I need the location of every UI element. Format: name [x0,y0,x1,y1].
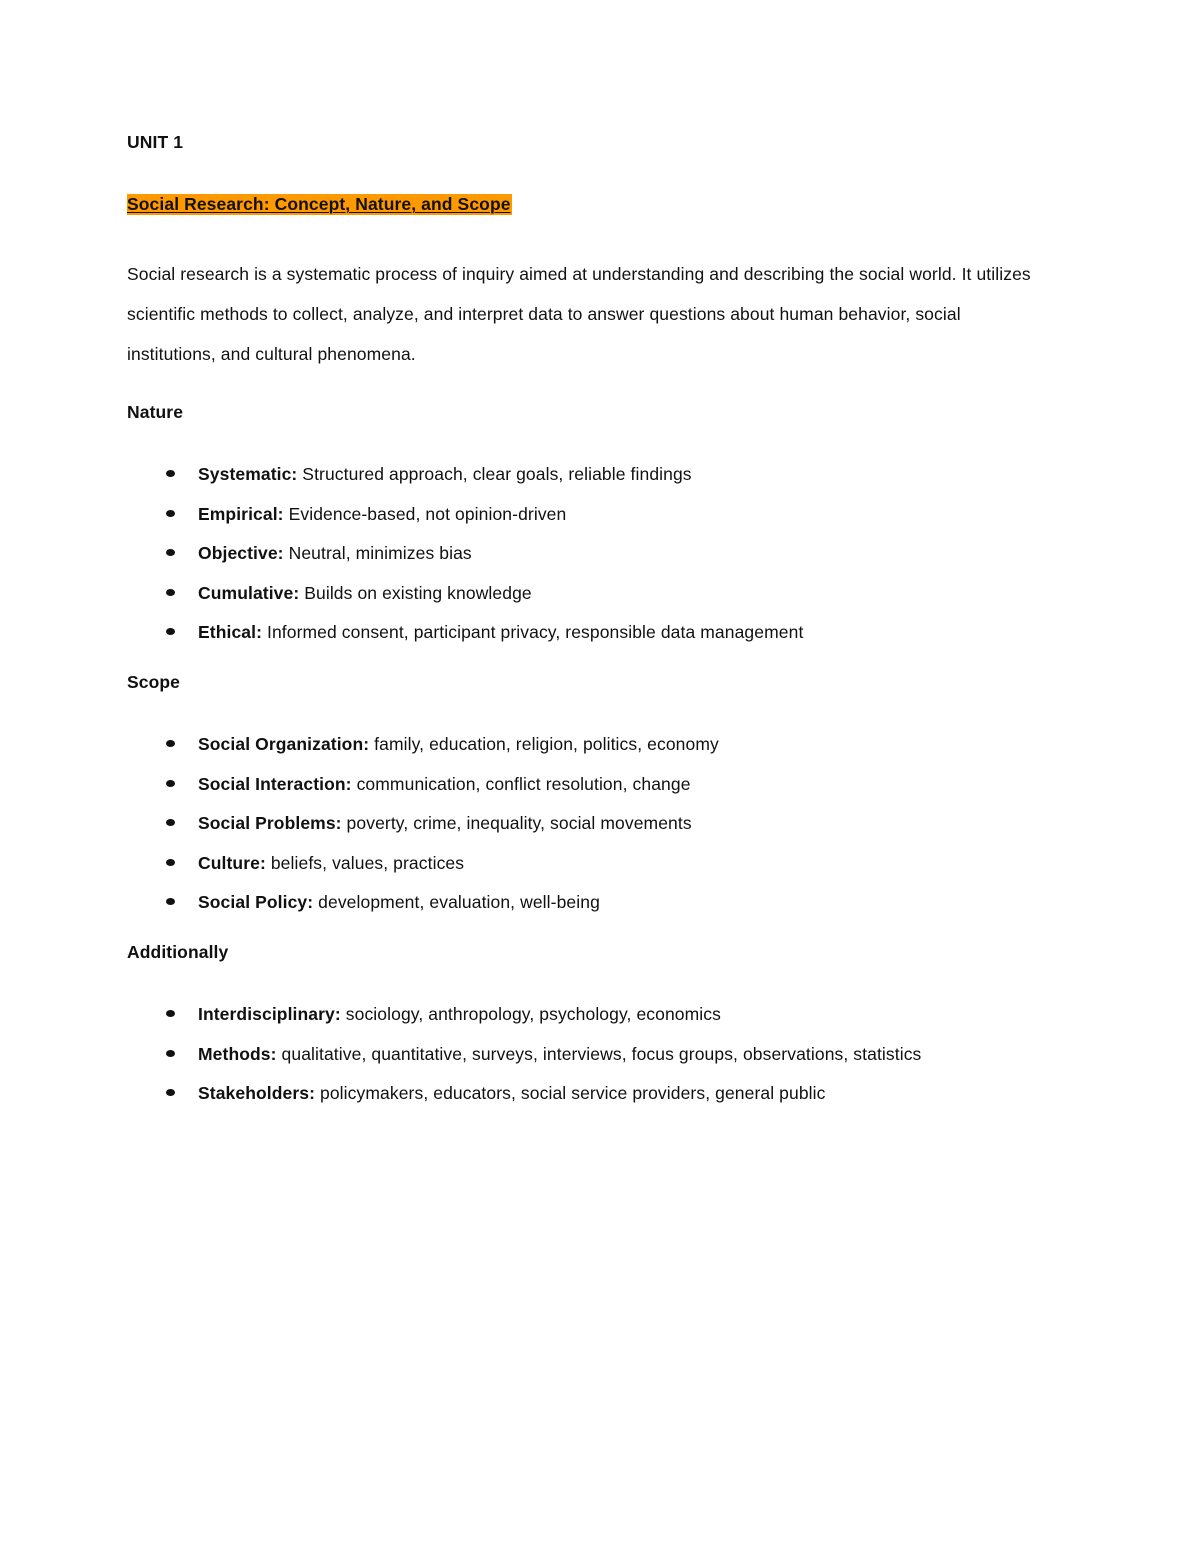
bullet-icon [166,628,175,635]
list-item-desc: poverty, crime, inequality, social movements [341,813,692,833]
list-item-desc: Informed consent, participant privacy, responsible data management [262,622,804,642]
list-item-term: Social Policy: [198,892,314,912]
additionally-list [127,1002,1087,1105]
list-item-term: Social Organization: [198,734,370,754]
section-title-row [127,192,1087,216]
list-item [127,890,1087,914]
list-item-term: Empirical: [198,503,284,524]
list-item [127,462,1087,486]
nature-list [127,462,1087,644]
bullet-icon [166,510,175,517]
section-title: Social Research: Concept, Nature, and Scope [127,194,511,214]
list-item [127,772,1087,796]
nature-heading: Nature [127,402,184,422]
list-item-desc: Structured approach, clear goals, reliable findings [297,464,692,484]
list-item-term: Cumulative: [198,582,300,603]
list-item-term: Methods: [198,1043,277,1064]
list-item-term: Ethical: [198,622,263,642]
list-item-term: Social Problems: [198,813,342,833]
scope-heading: Scope [127,672,181,692]
list-item-term: Objective: [198,543,284,563]
document-content [127,130,1087,1121]
list-item-desc: sociology, anthropology, psychology, economics [340,1004,721,1024]
additionally-heading: Additionally [127,942,229,962]
list-item-term: Social Interaction: [198,773,352,794]
list-item [127,1081,1087,1105]
bullet-icon [166,1089,175,1096]
scope-list [127,732,1087,914]
list-item [127,851,1087,875]
list-item-desc: Evidence-based, not opinion-driven [283,503,567,524]
bullet-icon [166,1010,175,1017]
bullet-icon [166,549,175,556]
bullet-icon [166,470,175,477]
list-item [127,502,1087,526]
list-item-desc: policymakers, educators, social service providers, general public [315,1083,826,1103]
list-item-term: Culture: [198,852,266,873]
list-item [127,581,1087,605]
list-item [127,541,1087,565]
bullet-icon [166,859,175,866]
list-item-term: Interdisciplinary: [198,1004,341,1024]
bullet-icon [166,740,175,747]
bullet-icon [166,1050,175,1057]
list-item-term: Stakeholders: [198,1083,316,1103]
list-item-desc: beliefs, values, practices [265,852,465,873]
list-item-desc: development, evaluation, well-being [313,892,600,912]
bullet-icon [166,898,175,905]
list-item-desc: Neutral, minimizes bias [283,543,472,563]
list-item-desc: qualitative, quantitative, surveys, interviews, focus groups, observations, statistics [276,1043,922,1064]
bullet-icon [166,780,175,787]
list-item-term: Systematic: [198,464,298,484]
bullet-icon [166,589,175,596]
list-item-desc: Builds on existing knowledge [299,582,532,603]
intro-paragraph: Social research is a systematic process of inquiry aimed at understanding and describing the social world. It utilizes scientific methods to collect, analyze, and interpret data to answer questions about human behavior, social institutions, and cultural phenomena. [127,264,1031,364]
list-item [127,732,1087,756]
list-item [127,620,1087,644]
unit-title: UNIT 1 [127,132,184,152]
list-item [127,1042,1087,1066]
list-item [127,811,1087,835]
bullet-icon [166,819,175,826]
list-item-desc: family, education, religion, politics, economy [369,734,719,754]
list-item-desc: communication, conflict resolution, change [351,773,691,794]
list-item [127,1002,1087,1026]
